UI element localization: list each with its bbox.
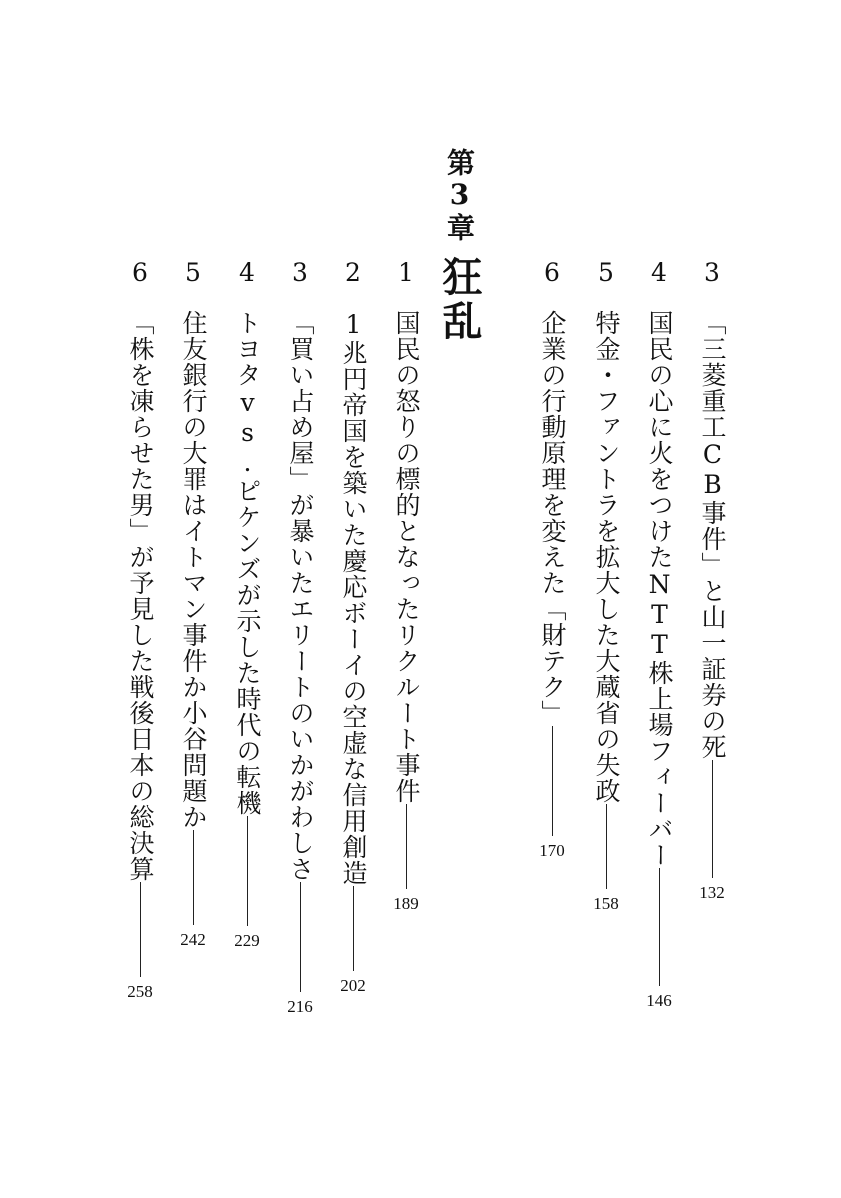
chapter-label: 第3章	[443, 148, 476, 243]
entry-title: 「株を凍らせた男」が予見した戦後日本の総決算	[126, 310, 155, 882]
page-number: 146	[646, 991, 672, 1010]
leader-line	[140, 882, 141, 977]
entry-title: 国民の心に火をつけたNTT株上場フィーバー	[645, 310, 674, 868]
toc-entry	[692, 258, 732, 904]
page-number: 242	[180, 930, 206, 949]
page-number: 189	[393, 894, 419, 913]
entry-number: 4	[651, 258, 667, 287]
leader-line	[406, 804, 407, 889]
leader-line	[353, 886, 354, 971]
entry-number: 6	[132, 258, 148, 287]
entry-title: 「買い占め屋」が暴いたエリートのいかがわしさ	[286, 310, 315, 882]
page-number: 132	[699, 883, 725, 902]
entry-title: 1兆円帝国を築いた慶応ボーイの空虚な信用創造	[339, 310, 368, 886]
leader-line	[552, 726, 553, 836]
toc-entry	[639, 258, 679, 1012]
page-number: 170	[539, 841, 565, 860]
leader-line	[300, 882, 301, 992]
entry-number: 1	[398, 258, 414, 287]
entry-number: 3	[292, 258, 308, 287]
entry-title: 「三菱重工CB事件」と山一証券の死	[698, 310, 727, 760]
page-number: 229	[234, 931, 260, 950]
toc-entry	[333, 258, 373, 997]
page-number: 202	[340, 976, 366, 995]
leader-line	[193, 830, 194, 925]
chapter-title: 狂乱	[436, 256, 483, 344]
entry-title: 特金・ファントラを拡大した大蔵省の失政	[592, 310, 621, 804]
leader-line	[659, 868, 660, 986]
entry-number: 2	[345, 258, 361, 287]
toc-entry	[586, 258, 626, 915]
entry-number: 3	[704, 258, 720, 287]
page-number: 258	[127, 982, 153, 1001]
entry-title: トヨタvs.ピケンズが示した時代の転機	[233, 310, 262, 816]
entry-number: 4	[239, 258, 255, 287]
toc-entry	[280, 258, 320, 1018]
page-number: 216	[287, 997, 313, 1016]
toc-entry	[386, 258, 426, 915]
toc-entry	[532, 258, 572, 862]
entry-number: 5	[598, 258, 614, 287]
toc-entry	[173, 258, 213, 951]
entry-number: 6	[544, 258, 560, 287]
entry-title: 企業の行動原理を変えた「財テク」	[538, 310, 567, 726]
page-number: 158	[593, 894, 619, 913]
entry-title: 国民の怒りの標的となったリクルート事件	[392, 310, 421, 804]
entry-number: 5	[185, 258, 201, 287]
leader-line	[247, 816, 248, 926]
leader-line	[606, 804, 607, 889]
leader-line	[712, 760, 713, 878]
toc-entry	[227, 258, 267, 952]
entry-title: 住友銀行の大罪はイトマン事件か小谷問題か	[179, 310, 208, 830]
toc-entry	[120, 258, 160, 1003]
